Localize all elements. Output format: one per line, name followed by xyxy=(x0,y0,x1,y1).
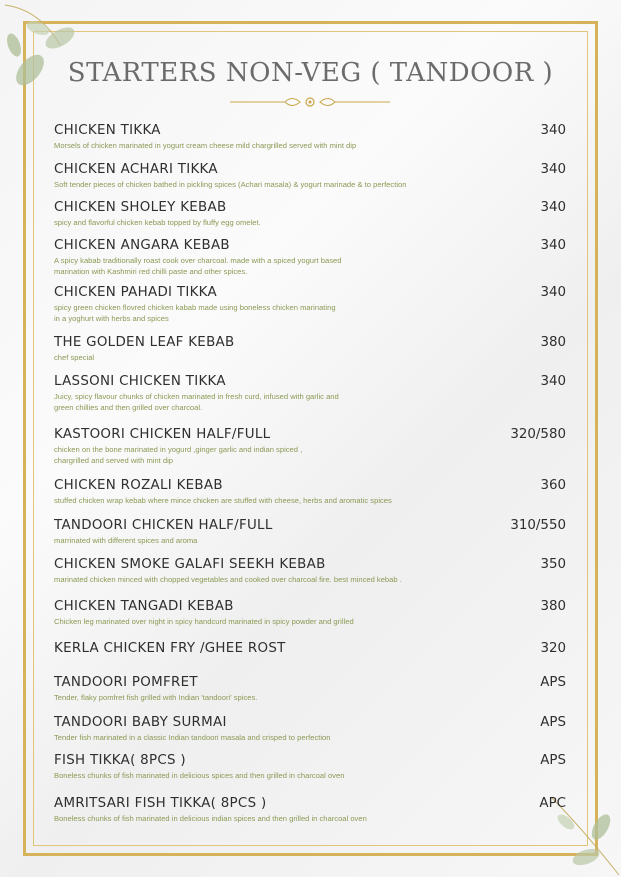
item-description: marinated chicken minced with chopped vegetables and cooked over charcoal fire. best minced kebab . xyxy=(54,575,402,584)
item-name: CHICKEN ACHARI TIKKA xyxy=(54,162,218,177)
ornamental-divider-icon xyxy=(230,95,390,109)
item-price: 360 xyxy=(540,478,566,493)
item-name: CHICKEN SMOKE GALAFI SEEKH KEBAB xyxy=(54,557,326,572)
item-description: spicy and flavorful chicken kebab topped by fluffy egg omelet. xyxy=(54,218,261,227)
item-name: LASSONI CHICKEN TIKKA xyxy=(54,374,226,389)
item-description: Soft tender pieces of chicken bathed in pickling spices (Achari masala) & yogurt marinade & to perfection xyxy=(54,180,407,189)
menu-item xyxy=(54,374,566,413)
item-description: Boneless chunks of fish marinated in delicious indian spices and then grilled in charcoal oven xyxy=(54,814,367,823)
item-description: Morsels of chicken marinated in yogurt cream cheese mild chargrilled served with mint dip xyxy=(54,141,357,150)
item-description: Chicken leg marinated over night in spicy handcurd marinated in spicy powder and grilled xyxy=(54,617,354,626)
menu-item xyxy=(54,557,566,585)
item-description: marrinated with different spices and aroma xyxy=(54,536,198,545)
menu-item xyxy=(54,238,566,277)
item-description: stuffed chicken wrap kebab where mince chicken are stuffed with cheese, herbs and aromatic spices xyxy=(54,496,392,505)
item-name: AMRITSARI FISH TIKKA( 8PCS ) xyxy=(54,796,267,811)
item-price: 320/580 xyxy=(510,427,566,442)
item-price: 340 xyxy=(540,200,566,215)
item-price: APS xyxy=(540,675,566,690)
item-price: 380 xyxy=(540,335,566,350)
menu-item xyxy=(54,478,566,506)
menu-item xyxy=(54,675,566,703)
item-description-line2: chargrilled and served with mint dip xyxy=(54,456,174,465)
item-description-line2: marination with Kashmiri red chilli paste and other spices. xyxy=(54,267,248,276)
item-description-line2: green chillies and then grilled over charcoal. xyxy=(54,403,203,412)
item-description: chicken on the bone marinated in yogurd ,ginger garlic and indian spiced , xyxy=(54,445,303,454)
item-description-line2: in a yoghurt with herbs and spices xyxy=(54,314,169,323)
item-description: chef special xyxy=(54,353,95,362)
item-price: 350 xyxy=(540,557,566,572)
item-name: FISH TIKKA( 8PCS ) xyxy=(54,753,186,768)
item-price: 320 xyxy=(540,641,566,656)
item-price: 340 xyxy=(540,374,566,389)
item-description: A spicy kabab traditionally roast cook over charcoal. made with a spiced yogurt based xyxy=(54,256,342,265)
menu-item xyxy=(54,599,566,627)
item-name: CHICKEN TIKKA xyxy=(54,123,161,138)
menu-item xyxy=(54,715,566,743)
item-description: Tender, flaky pomfret fish grilled with Indian 'tandoori' spices. xyxy=(54,693,258,702)
item-description: Tender fish marinated in a classic Indian tandoori masala and crisped to perfection xyxy=(54,733,331,742)
item-price: 340 xyxy=(540,123,566,138)
item-name: THE GOLDEN LEAF KEBAB xyxy=(54,335,235,350)
item-name: KERLA CHICKEN FRY /GHEE ROST xyxy=(54,641,286,656)
item-name: CHICKEN TANGADI KEBAB xyxy=(54,599,234,614)
menu-item xyxy=(54,335,566,363)
item-price: 310/550 xyxy=(510,518,566,533)
item-name: CHICKEN PAHADI TIKKA xyxy=(54,285,217,300)
item-price: 340 xyxy=(540,238,566,253)
menu-item xyxy=(54,200,566,228)
item-name: TANDOORI CHICKEN HALF/FULL xyxy=(54,518,273,533)
item-price: APS xyxy=(540,753,566,768)
item-price: 340 xyxy=(540,162,566,177)
item-name: CHICKEN ANGARA KEBAB xyxy=(54,238,230,253)
item-description: Boneless chunks of fish marinated in delicious spices and then grilled in charcoal oven xyxy=(54,771,345,780)
item-description: Juicy, spicy flavour chunks of chicken marinated in fresh curd, infused with garlic and xyxy=(54,392,339,401)
menu-item xyxy=(54,285,566,324)
menu-item xyxy=(54,162,566,190)
item-price: APS xyxy=(540,715,566,730)
item-name: TANDOORI POMFRET xyxy=(54,675,198,690)
menu-item xyxy=(54,123,566,151)
menu-item xyxy=(54,518,566,546)
menu-item xyxy=(54,641,566,656)
menu-item xyxy=(54,753,566,781)
item-price: 380 xyxy=(540,599,566,614)
item-description: spicy green chicken flovred chicken kabab made using boneless chicken marinating xyxy=(54,303,336,312)
item-price: 340 xyxy=(540,285,566,300)
item-name: TANDOORI BABY SURMAI xyxy=(54,715,227,730)
menu-item xyxy=(54,796,566,824)
item-price: APC xyxy=(539,796,566,811)
item-name: CHICKEN ROZALI KEBAB xyxy=(54,478,223,493)
item-name: KASTOORI CHICKEN HALF/FULL xyxy=(54,427,271,442)
menu-title: STARTERS NON-VEG ( TANDOOR ) xyxy=(67,58,554,88)
item-name: CHICKEN SHOLEY KEBAB xyxy=(54,200,227,215)
menu-item xyxy=(54,427,566,466)
